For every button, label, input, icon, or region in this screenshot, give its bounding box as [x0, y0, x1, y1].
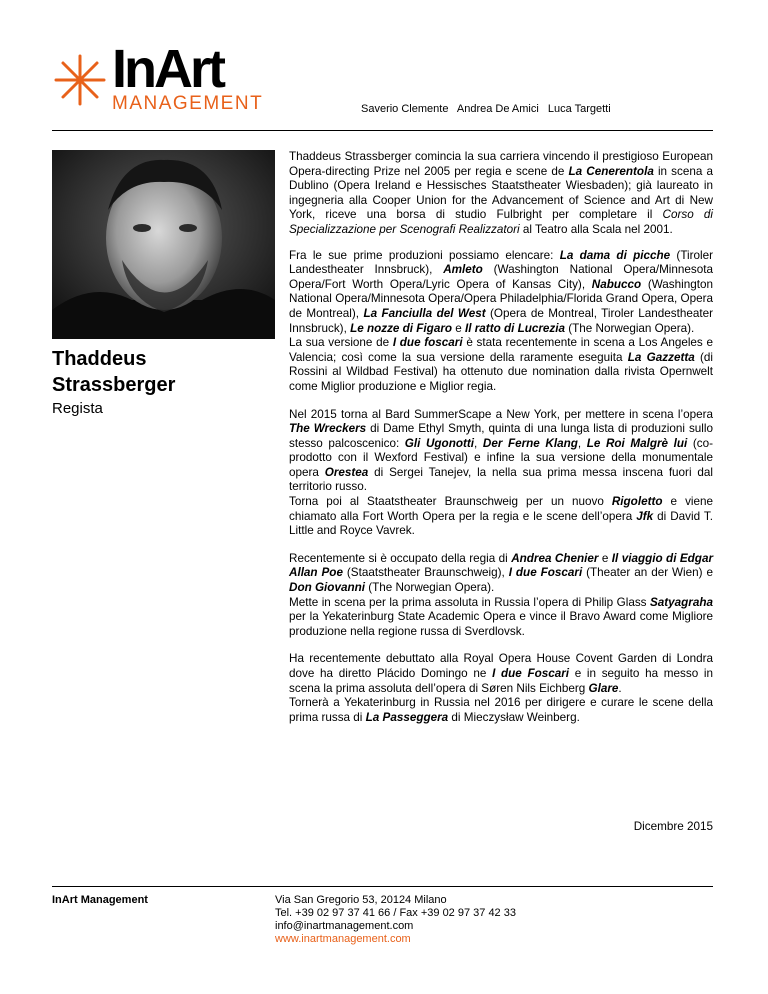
bio-text: (co-prodotto con il Wexford Festival) e infine la sua versione della monumentale opera — [289, 436, 714, 479]
opera-title: Il ratto di Lucrezia — [465, 321, 566, 335]
bio-text: è stata recentemente in scena a Los Angeles e Valencia; così come la sua versione della raramente eseguita — [289, 336, 713, 364]
bio-paragraph-3 — [289, 408, 713, 539]
bio-text: (Theater an der Wien) e — [582, 566, 713, 580]
name-last: Strassberger — [52, 374, 176, 396]
footer-divider — [52, 886, 713, 887]
bio-text: e viene chiamato alla Fort Worth Opera per la regia e le scene dell’opera — [289, 495, 714, 523]
company-logo — [52, 39, 264, 120]
bio-text: al Teatro alla Scala nel 2001. — [519, 222, 673, 236]
opera-title: Le nozze di Figaro — [350, 321, 453, 335]
opera-title: Il viaggio di Edgar Allan Poe — [289, 551, 713, 580]
name-first: Thaddeus — [52, 348, 147, 370]
opera-title: La Passeggera — [365, 710, 449, 724]
footer-address: Via San Gregorio 53, 20124 Milano — [275, 894, 447, 906]
bio-text: (di Rossini al Wildbad Festival) ha ottenuto due nomination dalla rivista Opernwelt come Miglior produzione e Miglior regia. — [289, 350, 713, 393]
opera-title: Le Roi Malgrè lui — [586, 436, 688, 450]
bio-text: Fra le sue prime produzioni possiamo elencare: — [289, 248, 560, 262]
bio-paragraph-5 — [289, 652, 713, 725]
bio-text: Recentemente si è occupato della regia di — [289, 551, 512, 565]
document-date: Dicembre 2015 — [633, 820, 713, 833]
logo-name: InArt — [112, 39, 223, 99]
person-name — [52, 346, 175, 398]
opera-title: Rigoletto — [611, 495, 663, 509]
star-burst-icon — [52, 52, 108, 108]
opera-title: I due Foscari — [492, 667, 570, 680]
opera-title: Orestea — [324, 465, 369, 479]
opera-title: The Wreckers — [289, 422, 367, 436]
bio-text: . — [618, 681, 622, 695]
opera-title: Amleto — [443, 263, 483, 277]
bio-paragraph-2 — [289, 249, 713, 395]
bio-text: Nel 2015 torna al Bard SummerScape a New York, per mettere in scena l’opera — [289, 407, 713, 421]
bio-text: Tornerà a Yekaterinburg in Russia nel 2016 per dirigere e curare le scene della prima russa di — [289, 696, 713, 724]
opera-title: La Fanciulla del West — [363, 306, 486, 320]
author-name: Luca Targetti — [547, 103, 611, 115]
opera-title: La Gazzetta — [627, 350, 695, 364]
bio-text: e in seguito ha messo in scena la prima assoluta dell’opera di Søren Nils Eichberg — [289, 667, 713, 695]
bio-text: di David T. Little and Royce Vavrek. — [289, 509, 713, 538]
bio-text: e — [598, 551, 612, 565]
bio-text: , — [577, 436, 587, 450]
bio-text: (The Norwegian Opera). — [364, 581, 495, 595]
bio-text: (Staatstheater Braunschweig), — [342, 566, 509, 580]
bio-text: di Mieczysław Weinberg. — [448, 710, 580, 724]
opera-title: Jfk — [636, 509, 654, 523]
footer-website-link[interactable]: www.inartmanagement.com — [275, 933, 411, 945]
author-name: Andrea De Amici — [456, 103, 539, 115]
bio-text: per la Yekaterinburg State Academic Opera e vince il Bravo Award come Migliore produzione nella regione russa di Sverdlovsk. — [289, 610, 713, 638]
bio-text: Thaddeus Strassberger comincia la sua carriera vincendo il prestigioso European Opera-directing Prize nel 2005 per regia e scene de — [289, 150, 713, 178]
bio-text: Ha recentemente debuttato alla Royal Opera House Covent Garden di Londra dove ha diretto Plácido Domingo ne — [289, 652, 713, 680]
opera-title: Don Giovanni — [289, 581, 365, 595]
opera-title: Gli Ugonotti — [404, 436, 475, 450]
bio-text: La sua versione de — [289, 336, 393, 350]
authors-list — [361, 103, 617, 115]
header-divider — [52, 130, 713, 131]
opera-title: Der Ferne Klang — [482, 436, 578, 450]
biography-text — [289, 150, 713, 738]
opera-title: Nabucco — [591, 277, 642, 291]
bio-text: di Dame Ethyl Smyth, quinta di una lunga lista di produzioni sullo stesso palcoscenico: — [289, 422, 713, 450]
opera-title: I due Foscari — [508, 566, 583, 580]
footer-email[interactable]: info@inartmanagement.com — [275, 920, 414, 932]
bio-text: , — [474, 436, 483, 450]
bio-text: e — [452, 321, 466, 335]
opera-title: La Cenerentola — [568, 164, 654, 178]
bio-text: di Sergei Tanejev, la nella sua prima messa inscena fuori dal territorio russo. — [289, 465, 714, 494]
footer-contacts — [275, 894, 516, 946]
bio-text: Mette in scena per la prima assoluta in Russia l’opera di Philip Glass — [289, 595, 650, 609]
bio-text: Torna poi al Staatstheater Braunschweig per un nuovo — [289, 495, 612, 509]
opera-title: Glare — [588, 681, 619, 695]
bio-paragraph-4 — [289, 552, 713, 640]
opera-title: Satyagraha — [649, 595, 713, 609]
author-name: Saverio Clemente — [361, 103, 449, 115]
footer-company: InArt Management — [52, 894, 148, 906]
bio-text: (Opera de Montreal, Tiroler Landestheater Innsbruck), — [289, 306, 713, 335]
bio-text: (Washington National Opera/Minnesota Opera/Fort Worth Opera/Lyric Opera of Kansas City), — [289, 263, 713, 291]
opera-title: Andrea Chenier — [511, 551, 599, 565]
bio-paragraph-1 — [289, 150, 713, 238]
bio-text: in scena a Dublino (Opera Ireland e Hessisches Staatstheater Wiesbaden); già laureato in ingegneria alla Cooper Union for the Advancement of Science and Art di New York, riceve una borsa di studio Fulbright per completare il — [289, 164, 713, 222]
opera-title: I due foscari — [392, 336, 463, 350]
logo-subtitle: MANAGEMENT — [112, 93, 264, 114]
bio-text: (Tiroler Landestheater Innsbruck), — [289, 248, 713, 277]
person-role: Regista — [52, 400, 103, 417]
opera-title: La dama di picche — [559, 248, 671, 262]
course-title: Corso di Specializzazione per Scenografi Realizzatori — [289, 208, 713, 236]
portrait-photo — [52, 150, 275, 339]
bio-text: (Washington National Opera/Minnesota Opera/Opera Philadelphia/Florida Grand Opera, Opera de Montreal), — [289, 277, 713, 320]
bio-text: (The Norwegian Opera). — [565, 321, 695, 335]
footer-phone: Tel. +39 02 97 37 41 66 / Fax +39 02 97 37 42 33 — [275, 907, 516, 919]
